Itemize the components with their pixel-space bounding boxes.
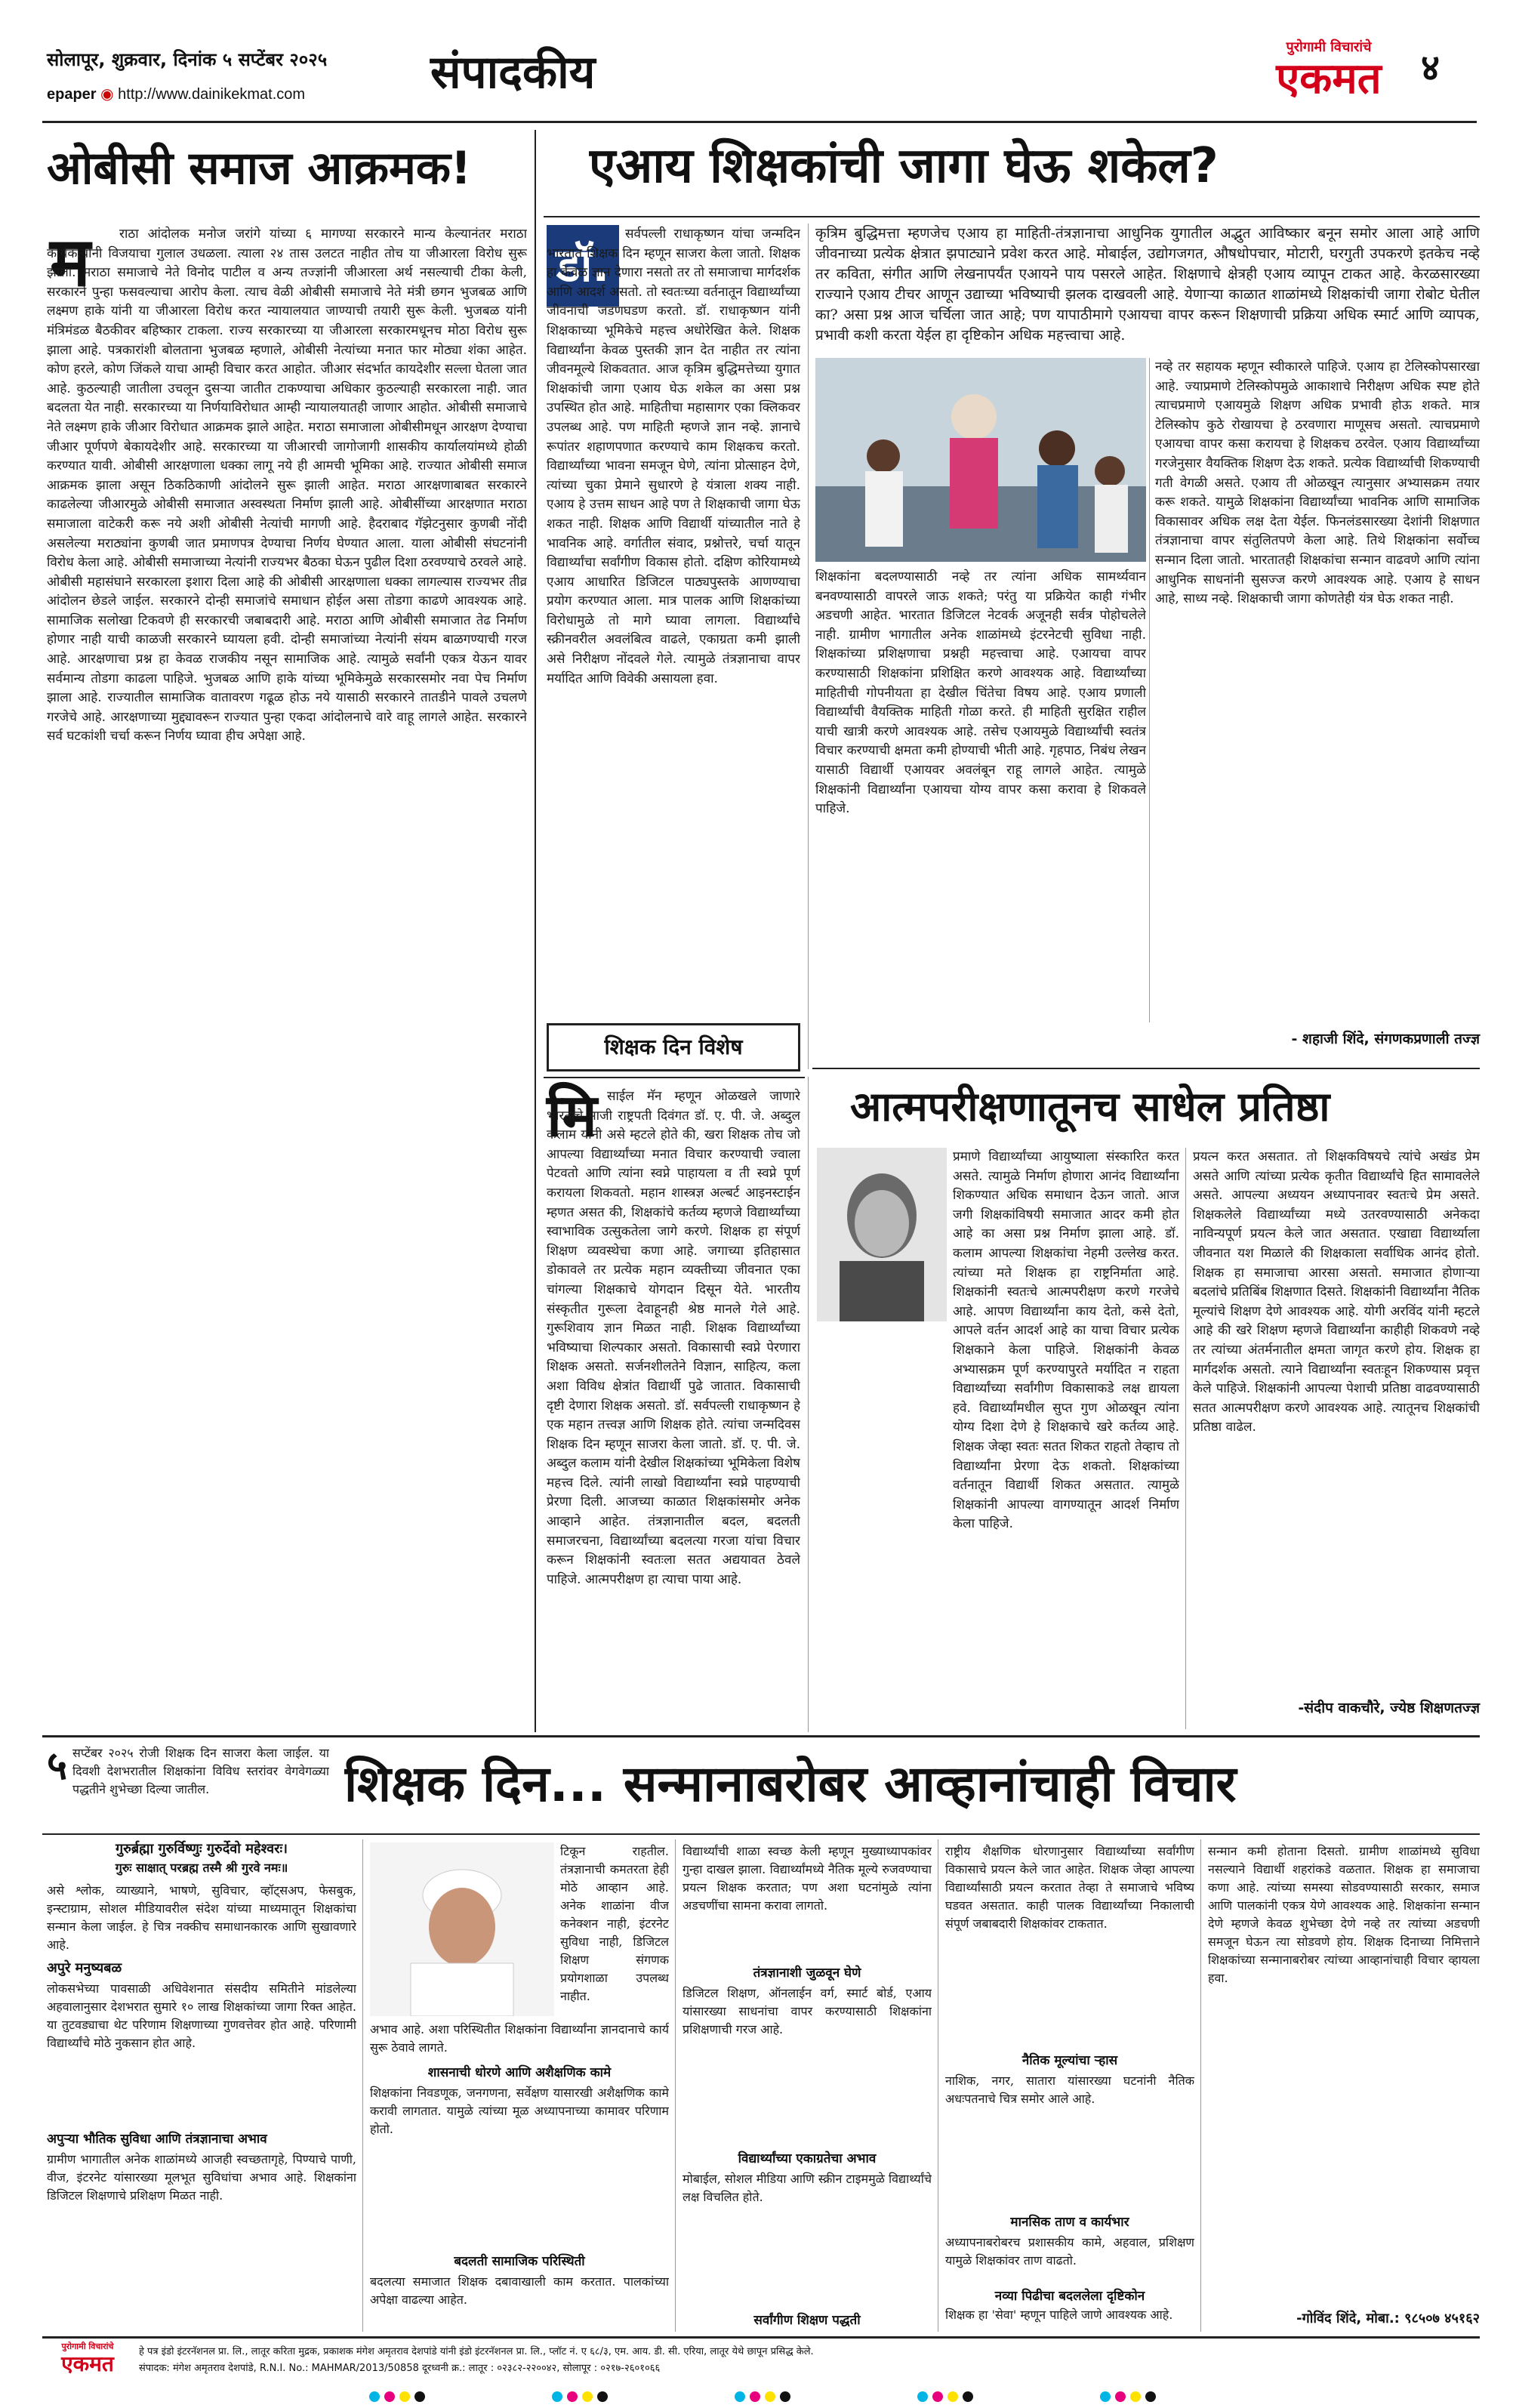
aatma-col1: प्रमाणे विद्यार्थ्यांच्या आयुष्याला संस्कारित करत असते. त्यामुळे निर्माण होणारा आनंद विद्यार्थ्यांना शिकण्यात अधिक समाधान देऊन जातो. आज जगी शिक्षकांविषयी समाजात आदर कमी होत आहे का असा प्रश्न निर्माण झाला आहे. डॉ. कलाम आपल्या शिक्षकांचा नेहमी उल्लेख करत. त्यांच्या मते शिक्षक हा राष्ट्रनिर्माता आहे. शिक्षकांनी स्वतःचे आत्मपरीक्षण करणे गरजेचे आहे. आपण विद्यार्थ्यांना काय देतो, कसे देतो, आपले वर्तन आदर्श आहे का याचा विचार प्रत्येक शिक्षकाने केला पाहिजे. शिक्षकांनी केवळ अभ्यासक्रम पूर्ण करण्यापुरते मर्यादित न राहता विद्यार्थ्यांच्या सर्वांगीण विकासाकडे लक्ष द्यायला हवे. विद्यार्थ्यांमधील सुप्त गुण ओळखून त्यांना योग्य दिशा देणे हे शिक्षकाचे खरे कर्तव्य आहे. शिक्षक जेव्हा स्वतः सतत शिकत राहतो तेव्हाच तो विद्यार्थ्यांना प्रेरणा देऊ शकतो. शिक्षकांच्या वर्तनातून विद्यार्थी शिकत असतात. त्यामुळे शिक्षकांनी आपल्या वागण्यातून आदर्श निर्माण केला पाहिजे. — [953, 1149, 1179, 1532]
ai-col3: शिक्षकांना बदलण्यासाठी नव्हे तर त्यांना अधिक सामर्थ्यवान बनवण्यासाठी वापरले जाऊ शकते; परंतु या प्रक्रियेत काही गंभीर अडचणी आहेत. भारतात डिजिटल नेटवर्क अजूनही सर्वत्र पोहोचलेले नाही. ग्रामीण भागातील अनेक शाळांमध्ये इंटरनेटची सुविधा नाही. शिक्षकांच्या प्रशिक्षणाचा प्रश्नही महत्त्वाचा आहे. एआयचा वापर करण्यासाठी शिक्षकांना प्रशिक्षित करणे आवश्यक आहे. विद्यार्थ्यांच्या माहितीची गोपनीयता हा देखील चिंतेचा विषय आहे. एआय प्रणाली विद्यार्थ्यांची वैयक्तिक माहिती गोळा करते. ही माहिती सुरक्षित राहील याची खात्री करणे आवश्यक आहे. तसेच एआयमुळे विद्यार्थ्यांची स्वतंत्र विचार करण्याची क्षमता कमी होण्याची भीती आहे. गृहपाठ, निबंध लेखन यासाठी विद्यार्थी एआयवर अवलंबून राहू लागले आहेत. त्यामुळे शिक्षकांनी विद्यार्थ्यांना एआयचा योग्य वापर कसा करावा हे शिकवले पाहिजे. — [815, 569, 1146, 817]
td-sub4-body: बदलत्या समाजात शिक्षक दबावाखाली काम करतात. पालकांच्या अपेक्षा वाढल्या आहेत. — [370, 2274, 669, 2307]
td-col2-body: टिकून राहतील. तंत्रज्ञानाची कमतरता हेही मोठे आव्हान आहे. अनेक शाळांना वीज कनेक्शन नाही, इंटरनेट सुविधा नाही, डिजिटल शिक्षण संगणक प्रयोगशाळा उपलब्ध नाहीत. — [560, 1844, 669, 2003]
td-col1-body: असे श्लोक, व्याख्याने, भाषणे, सुविचार, व्हॉट्सअप, फेसबुक, इन्स्टाग्राम, सोशल मीडियावरील संदेश यांच्या माध्यमातून शिक्षकांचा सन्मान केला जाईल. हे चित्र नक्कीच समाधानकारक आणि सुखावणारे आहे. — [47, 1883, 356, 1952]
editorial-title: ओबीसी समाज आक्रमक! — [47, 142, 472, 195]
td-sub6-body: मोबाईल, सोशल मीडिया आणि स्क्रीन टाइममुळे विद्यार्थ्यांचे लक्ष विचलित होते. — [683, 2172, 932, 2204]
shloka-line: गुरुः साक्षात् परब्रह्म तस्मै श्री गुरवे नमः॥ — [115, 1861, 288, 1875]
footer-imprint-line1: हे पत्र इंडो इंटरनॅशनल प्रा. लि., लातूर करिता मुद्रक, प्रकाशक मंगेश अमृतराव देशपांडे यांनी इंडो इंटरनॅशनल प्रा. लि., प्लॉट नं. ए ६८/३, एम. आय. डी. सी. एरिया, लातूर येथे छापून प्रसिद्ध केले. — [139, 2346, 814, 2357]
editorial-body: राठा आंदोलक मनोज जरांगे यांच्या ६ मागण्या सरकारने मान्य केल्यानंतर मराठा कार्यकर्त्यांनी विजयाचा गुलाल उधळला. त्याला २४ तास उलटत नाहीत तोच या जीआरला विरोध सुरू झाला. मराठा समाजाचे नेते विनोद पाटील व अन्य तज्ज्ञांनी जीआरला अर्थ नसल्याची टीका केली, सरकारने पुन्हा फसवल्याचा आरोप केला. त्याच वेळी ओबीसी समाजाचे नेते मंत्री छगन भुजबळ आणि लक्ष्मण हाके यांनी या जीआरला विरोध करत न्यायालयात जाण्याची तयारी सुरू केली. भुजबळ यांनी मंत्रिमंडळ बैठकीवर बहिष्कार टाकला. राज्य सरकारच्या या जीआरला सरकारमधूनच मोठा विरोध सुरू झाला आहे. पत्रकारांशी बोलताना भुजबळ म्हणाले, ओबीसी नेत्यांच्या मनात फार मोठ्या शंका आहेत. कोण हरले, कोण जिंकले याचा आम्ही विचार करत आहोत. जीआर संदर्भात कायदेशीर सल्ला घेतला जात आहे. कुठल्याही जातीला उचलून दुसऱ्या जातीत टाकण्याचा अधिकार कुठल्याही सरकारला नाही. जात बदलता येत नाही. सरकारच्या या निर्णयाविरोधात आम्ही न्यायालयातही जाणार आहोत. ओबीसी समाजाचे नेते लक्ष्मण हाके जीआर विरोधात आक्रमक झाले आहेत. मराठा समाजाला ओबीसीमधून आरक्षण देण्याचा जीआर पूर्णपणे बेकायदेशीर आहे. सरकारच्या या जीआरची जागोजागी शासकीय कार्यालयांमध्ये होळी करण्यात यावी. ओबीसी आरक्षणाला धक्का लागू नये ही आमची भूमिका आहे. राज्यात ओबीसी समाज आक्रमक झाला असून ठिकठिकाणी आंदोलने सुरू झाली आहेत. मराठा आरक्षणाबाबत सरकारने काढलेल्या जीआरमुळे ओबीसी समाजात अस्वस्थता निर्माण झाली आहे. ओबीसींच्या आरक्षणात मराठा समाजाला वाटेकरी करू नये अशी ओबीसी नेत्यांची मागणी आहे. हैदराबाद गॅझेटनुसार कुणबी नोंदी असलेल्या मराठ्यांना कुणबी जात प्रमाणपत्र देण्याचा निर्णय घेण्यात आला. याला ओबीसी संघटनांनी विरोध केला आहे. ओबीसी समाजाच्या नेत्यांनी राज्यभर बैठका घेऊन पुढील दिशा ठरवण्याचे ठरवले आहे. ओबीसी महासंघाने सरकारला इशारा दिला आहे की ओबीसी आरक्षणाला धक्का लागल्यास राज्यभर तीव्र आंदोलन छेडले जाईल. सरकारने दोन्ही समाजांचे समाधान होईल असा तोडगा काढणे आवश्यक आहे. सामाजिक सलोखा टिकवणे ही सरकारची जबाबदारी आहे. मराठा आणि ओबीसी समाजात तेढ निर्माण होणार नाही याची काळजी सरकारने घ्यायला हवी. दोन्ही समाजांच्या नेत्यांनी संयम बाळगण्याची गरज आहे. आरक्षणाचा प्रश्न हा केवळ राजकीय नसून सामाजिक आहे. त्यामुळे सर्वांनी एकत्र येऊन यावर सर्वमान्य तोडगा काढला पाहिजे. भुजबळ आणि हाके यांच्या भूमिकेमुळे सरकारसमोर नवा पेच निर्माण झाला आहे. राज्यातील सामाजिक वातावरण गढूळ होऊ नये यासाठी सरकारने तातडीने पावले उचलणे गरजेचे आहे. आरक्षणाच्या मुद्द्यावरून राज्यात पुन्हा एकदा आंदोलनाचे वारे वाहू लागले आहेत. सरकारने सर्व घटकांशी चर्चा करून निर्णय घ्यावा हीच अपेक्षा आहे. — [47, 227, 527, 745]
td-sub4: बदलती सामाजिक परिस्थिती — [454, 2254, 585, 2269]
td-sub5-body: डिजिटल शिक्षण, ऑनलाईन वर्ग, स्मार्ट बोर्ड, एआय यांसारख्या साधनांचा वापर करण्यासाठी शिक्षकांना प्रशिक्षणाची गरज आहे. — [683, 1986, 932, 2036]
td-sub2: अपुऱ्या भौतिक सुविधा आणि तंत्रज्ञानाचा अभाव — [47, 2132, 267, 2147]
td-col3-body: विद्यार्थ्यांची शाळा स्वच्छ केली म्हणून मुख्याध्यापकांवर गुन्हा दाखल झाला. विद्यार्थ्यांमध्ये नैतिक मूल्ये रुजवण्याचा प्रयत्न शिक्षक करतात; पण अशा घटनांमुळे त्यांना अडचणींचा सामना करावा लागतो. — [683, 1844, 932, 1913]
td-sub8-body: नाशिक, नगर, सातारा यांसारख्या घटनांनी नैतिक अधःपतनाचे चित्र समोर आले आहे. — [945, 2073, 1194, 2106]
special-label: शिक्षक दिन विशेष — [547, 1023, 800, 1071]
brand-tagline: पुरोगामी विचारांचे — [1286, 39, 1372, 55]
kalam-dropcap: मि — [547, 1082, 597, 1150]
ai-teacher-photo — [815, 358, 1146, 562]
td-sub2-body: ग्रामीण भागातील अनेक शाळांमध्ये आजही स्वच्छतागृहे, पिण्याचे पाणी, वीज, इंटरनेट यांसारख्या मूलभूत सुविधांचा अभाव आहे. शिक्षकांना डिजिटल शिक्षणाचे प्रशिक्षण मिळत नाही. — [47, 2152, 356, 2203]
page-number: ४ — [1421, 47, 1440, 89]
kalam-body: साईल मॅन म्हणून ओळखले जाणारे भारताचे माजी राष्ट्रपती दिवंगत डॉ. ए. पी. जे. अब्दुल कलाम यांनी असे म्हटले होते की, खरा शिक्षक तोच जो आपल्या विद्यार्थ्यांच्या मनात विचार करण्याची ज्वाला पेटवतो आणि त्यांना स्वप्ने पाहायला व ती स्वप्ने पूर्ण करायला शिकवतो. महान शास्त्रज्ञ अल्बर्ट आइनस्टाईन म्हणत असत की, शिक्षकांचे कर्तव्य म्हणजे विद्यार्थ्यांच्या स्वाभाविक उत्सुकतेला जागे करणे. शिक्षक हा संपूर्ण शिक्षण व्यवस्थेचा कणा आहे. जगाच्या इतिहासात डोकावले तर प्रत्येक महान व्यक्तीच्या जीवनात एका चांगल्या शिक्षकाचे योगदान दिसून येते. भारतीय संस्कृतीत गुरूला देवाहूनही श्रेष्ठ मानले गेले आहे. गुरूशिवाय ज्ञान मिळत नाही. शिक्षक विद्यार्थ्यांच्या भविष्याचा शिल्पकार असतो. विकासाची स्वप्ने पेरणारा शिक्षक असतो. सर्जनशीलतेने विज्ञान, साहित्य, कला अशा विविध क्षेत्रांत विद्यार्थी पुढे जातात. विकासाची दृष्टी देणारा शिक्षक असतो. डॉ. सर्वपल्ली राधाकृष्णन हे एक महान तत्त्वज्ञ आणि शिक्षक होते. त्यांचा जन्मदिवस शिक्षक दिन म्हणून साजरा केला जातो. डॉ. ए. पी. जे. अब्दुल कलाम यांनी देखील शिक्षकांच्या भूमिकेला विशेष महत्त्व दिले. त्यांनी लाखो विद्यार्थ्यांना स्वप्ने पाहण्याची प्रेरणा दिली. आजच्या काळात शिक्षकांसमोर अनेक आव्हाने आहेत. तंत्रज्ञानातील बदल, बदलती समाजरचना, विद्यार्थ्यांच्या बदलत्या गरजा यांचा विचार करून शिक्षकांनी स्वतःला सतत अद्ययावत ठेवले पाहिजे. आत्मपरीक्षण हा त्याचा पाया आहे. — [547, 1089, 800, 1587]
editorial-dropcap: म — [50, 223, 91, 302]
td-sub7: सर्वांगीण शिक्षण पद्धती — [753, 2313, 861, 2328]
ai-col4: नव्हे तर सहायक म्हणून स्वीकारले पाहिजे. एआय हा टेलिस्कोपसारखा आहे. ज्याप्रमाणे टेलिस्कोपमुळे आकाशाचे निरीक्षण अधिक स्पष्ट होते त्याचप्रमाणे एआयमुळे शिक्षण अधिक प्रभावी होऊ शकते. मात्र टेलिस्कोप कुठे रोखायचा हे ठरवणारा माणूसच असतो. त्याचप्रमाणे एआयचा वापर कसा करायचा हे शिक्षकच ठरवेल. एआय विद्यार्थ्यांच्या गरजेनुसार वैयक्तिक शिक्षण देऊ शकते. प्रत्येक विद्यार्थ्याची शिकण्याची गती वेगळी असते. एआय ती ओळखून त्यानुसार अभ्यासक्रम तयार करू शकते. यामुळे शिक्षकांना विद्यार्थ्यांच्या भावनिक आणि सामाजिक विकासावर अधिक लक्ष देता येईल. फिनलंडसारख्या देशांनी शिक्षणात तंत्रज्ञानाचा वापर संतुलितपणे केला आहे. तिथे शिक्षकांना सर्वोच्च सन्मान दिला जातो. भारतातही शिक्षकांचा सन्मान वाढवणे आणि त्यांना आधुनिक साधनांनी सुसज्ज करणे आवश्यक आहे. एआय हे साधन आहे, साध्य नव्हे. शिक्षकाची जागा कोणतेही यंत्र घेऊ शकत नाही. — [1155, 359, 1480, 607]
td-sub6: विद्यार्थ्यांच्या एकाग्रतेचा अभाव — [738, 2151, 877, 2166]
footer — [42, 2341, 1480, 2386]
td-sub10: नव्या पिढीचा बदललेला दृष्टिकोन — [994, 2289, 1145, 2304]
td-col4-body: राष्ट्रीय शैक्षणिक धोरणानुसार विद्यार्थ्यांच्या सर्वांगीण विकासाचे प्रयत्न केले जात आहेत. शिक्षक जेव्हा आपल्या विद्यार्थ्यांसाठी प्रयत्न करतात तेव्हा ते समाजाचे भविष्य घडवत असतात. काही पालक विद्यार्थ्यांच्या निकालाची संपूर्ण जबाबदारी शिक्षकांवर टाकतात. — [945, 1844, 1194, 1931]
ai-col2: कृत्रिम बुद्धिमत्ता म्हणजेच एआय हा माहिती-तंत्रज्ञानाचा आधुनिक युगातील अद्भुत आविष्कार बनून समोर आला आहे आणि जीवनाच्या प्रत्येक क्षेत्रात झपाट्याने प्रवेश करत आहे. मोबाईल, उद्योगजगत, औषधोपचार, मोटारी, घरगुती उपकरणे इतकेच नव्हे तर कविता, संगीत आणि लेखनापर्यंत एआयने पाय पसरले आहेत. शिक्षणाचे क्षेत्रही एआय व्यापून टाकत आहे. केरळसारख्या राज्याने एआय टीचर आणून उद्याच्या भविष्याची झलक दाखवली आहे. येणाऱ्या काळात शाळांमध्ये शिक्षकांची जागा रोबोट घेतील का? असा प्रश्न आज चर्चिला जात आहे; पण यापाठीमागे एआयचा वापर करून शिक्षणाची प्रक्रिया अधिक स्मार्ट आणि व्यापक, प्रभावी कशी करता येईल हा दृष्टिकोन अधिक महत्त्वाचा आहे. — [815, 225, 1480, 344]
aatma-col2: प्रयत्न करत असतात. तो शिक्षकविषयचे त्यांचे अखंड प्रेम असते आणि त्यांच्या प्रत्येक कृतीत विद्यार्थ्यांचे हित सामावलेले असते. आपल्या अध्ययन अध्यापनावर स्वतःचे प्रेम असते. शिक्षकलेले विद्यार्थ्यांच्या मध्ये उतरवण्यासाठी अनेकदा नाविन्यपूर्ण प्रयत्न केले जात असतात. एखाद्या विद्यार्थ्याला जीवनात यश मिळाले की शिक्षकाला सर्वाधिक आनंद होतो. शिक्षक हा समाजाचा आरसा असतो. समाजात होणाऱ्या बदलांचे प्रतिबिंब शिक्षणात दिसते. शिक्षकांनी विद्यार्थ्यांना नैतिक मूल्यांचे शिक्षण देणे आवश्यक आहे. योगी अरविंद यांनी म्हटले आहे की खरे शिक्षण म्हणजे विद्यार्थ्यांना काहीही शिकवणे नव्हे तर त्यांच्या अंतर्मनातील क्षमता जागृत करणे होय. शिक्षक हा मार्गदर्शक असतो. त्याने विद्यार्थ्यांना स्वतःहून शिकण्यास प्रवृत्त केले पाहिजे. शिक्षकांनी आपल्या पेशाची प्रतिष्ठा वाढवण्यासाठी सतत आत्मपरीक्षण करणे आवश्यक आहे. त्यातूनच शिक्षकांची प्रतिष्ठा वाढेल. — [1193, 1149, 1480, 1435]
td-sub9-body: अध्यापनाबरोबरच प्रशासकीय कामे, अहवाल, प्रशिक्षण यामुळे शिक्षकांवर ताण वाढतो. — [945, 2235, 1194, 2268]
ai-col1: सर्वपल्ली राधाकृष्णन यांचा जन्मदिन भारतात शिक्षक दिन म्हणून साजरा केला जातो. शिक्षक हा केवळ ज्ञान देणारा नसतो तर तो समाजाचा मार्गदर्शक आणि आदर्श असतो. तो स्वतःच्या वर्तनातून विद्यार्थ्यांच्या जीवनाची जडणघडण करतो. डॉ. राधाकृष्णन यांनी शिक्षकाच्या भूमिकेचे महत्त्व अधोरेखित केले. शिक्षक विद्यार्थ्यांना केवळ पुस्तकी ज्ञान देत नाहीत तर त्यांना जीवनमूल्ये शिकवतात. आज कृत्रिम बुद्धिमत्तेच्या युगात शिक्षकांची जागा एआय घेऊ शकेल का असा प्रश्न उपस्थित होत आहे. माहितीचा महासागर एका क्लिकवर उपलब्ध आहे. पण माहिती म्हणजे ज्ञान नव्हे. ज्ञानाचे रूपांतर शहाणपणात करण्याचे काम शिक्षकच करतो. विद्यार्थ्यांच्या भावना समजून घेणे, त्यांना प्रोत्साहन देणे, त्यांच्या चुका प्रेमाने सुधारणे हे यंत्राला शक्य नाही. एआय हे उत्तम साधन आहे पण ते शिक्षकाची जागा घेऊ शकत नाही. शिक्षक आणि विद्यार्थी यांच्यातील नाते हे भावनिक आहे. वर्गातील संवाद, प्रश्नोत्तरे, चर्चा यातून विद्यार्थ्यांचा सर्वांगीण विकास होतो. दक्षिण कोरियामध्ये एआय आधारित डिजिटल पाठ्यपुस्तके आणण्याचा प्रयोग करण्यात आला. मात्र पालक आणि शिक्षकांच्या विरोधामुळे तो मागे घ्यावा लागला. विद्यार्थ्यांचे स्क्रीनवरील अवलंबित्व वाढले, एकाग्रता कमी झाली असे निरीक्षण नोंदवले गेले. त्यामुळे तंत्रज्ञानाचा वापर मर्यादित आणि विवेकी असायला हवा. — [547, 227, 800, 686]
td-sub1: अपुरे मनुष्यबळ — [47, 1960, 122, 1976]
aurobindo-portrait — [817, 1148, 947, 1321]
section-title: संपादकीय — [430, 46, 596, 99]
footer-imprint-line2: संपादक: मंगेश अमृतराव देशपांडे, R.N.I. No.: MAHMAR/2013/50858 दूरध्वनी क्र.: लातूर : ०२३८२-२२००४२, सोलापूर : ०२१७-२६०१०६६ — [139, 2363, 661, 2374]
epaper-label: epaper — [47, 86, 97, 103]
print-color-bar — [121, 2391, 1404, 2405]
td-sub10-body: शिक्षक हा 'सेवा' म्हणून पाहिले जाणे आवश्यक आहे. — [945, 2308, 1173, 2322]
ai-article-title: एआय शिक्षकांची जागा घेऊ शकेल? — [589, 138, 1219, 194]
td-byline: -गोविंद शिंदे, मोबा.: ९८५०७ ४५१६२ — [1296, 2311, 1480, 2326]
radhakrishnan-portrait — [370, 1842, 554, 2016]
td-sub9: मानसिक ताण व कार्यभार — [1010, 2215, 1129, 2230]
td-portrait-caption: अभाव आहे. अशा परिस्थितीत शिक्षकांना विद्यार्थ्यांना ज्ञानदानाचे कार्य सुरू ठेवावे लागते. — [370, 2022, 669, 2055]
teacher-day-intro-drop: ५ — [47, 1744, 68, 1789]
teacher-day-title: शिक्षक दिन... सन्मानाबरोबर आव्हानांचाही विचार — [344, 1755, 1237, 1813]
masthead — [0, 0, 1516, 143]
ai-byline: - शहाजी शिंदे, संगणकप्रणाली तज्ज्ञ — [1291, 1031, 1480, 1047]
td-sub3: शासनाची धोरणे आणि अशैक्षणिक कामे — [427, 2065, 612, 2080]
teacher-day-intro: सप्टेंबर २०२५ रोजी शिक्षक दिन साजरा केला जाईल. या दिवशी देशभरातील शिक्षकांना विविध स्तरांवर वेगवेगळ्या पद्धतीने शुभेच्छा दिल्या जातील. — [72, 1746, 329, 1796]
brand-name: एकमत — [1276, 54, 1382, 103]
ai-dropcap: डॉ. — [547, 225, 619, 307]
brand-logo — [1250, 38, 1407, 110]
footer-brand: पुरोगामी विचारांचे एकमत — [61, 2342, 114, 2376]
td-sub5: तंत्रज्ञानाशी जुळवून घेणे — [753, 1966, 861, 1981]
td-col5-body: सन्मान कमी होताना दिसतो. ग्रामीण शाळांमध्ये सुविधा नसल्याने विद्यार्थी शहरांकडे वळतात. शिक्षक हा समाजाचा कणा आहे. त्यांच्या समस्या सोडवण्यासाठी सरकार, समाज आणि पालकांनी एकत्र येणे आवश्यक आहे. शिक्षकांना सन्मान देणे म्हणजे केवळ शुभेच्छा देणे नव्हे तर त्यांच्या अडचणी समजून घेऊन त्या सोडवणे होय. शिक्षक दिनाच्या निमित्ताने शिक्षकांच्या सन्मानाबरोबर त्यांच्या आव्हानांचाही विचार व्हायला हवा. — [1208, 1844, 1480, 1985]
aatma-title: आत्मपरीक्षणातूनच साधेल प्रतिष्ठा — [850, 1083, 1330, 1130]
td-sub3-body: शिक्षकांना निवडणूक, जनगणना, सर्वेक्षण यासारखी अशैक्षणिक कामे करावी लागतात. यामुळे त्यांच्या मूळ अध्यापनाच्या कामावर परिणाम होतो. — [370, 2086, 669, 2136]
dateline: सोलापूर, शुक्रवार, दिनांक ५ सप्टेंबर २०२५ — [47, 49, 328, 70]
globe-icon: ◉ — [100, 86, 114, 103]
aatma-byline: -संदीप वाकचौरे, ज्येष्ठ शिक्षणतज्ज्ञ — [1298, 1700, 1480, 1716]
td-sub8: नैतिक मूल्यांचा ऱ्हास — [1021, 2053, 1118, 2068]
td-sub1-body: लोकसभेच्या पावसाळी अधिवेशनात संसदीय समितीने मांडलेल्या अहवालानुसार देशभरात सुमारे १० लाख शिक्षकांच्या जागा रिक्त आहेत. या तुटवड्याचा थेट परिणाम शिक्षणाच्या गुणवत्तेवर होत आहे. परिणामी विद्यार्थ्यांचे मोठे नुकसान होत आहे. — [47, 1981, 356, 2050]
shloka-heading: गुरुर्ब्रह्मा गुरुर्विष्णुः गुरुर्देवो महेश्वरः। — [116, 1841, 288, 1857]
website-link[interactable]: http://www.dainikekmat.com — [118, 86, 306, 103]
